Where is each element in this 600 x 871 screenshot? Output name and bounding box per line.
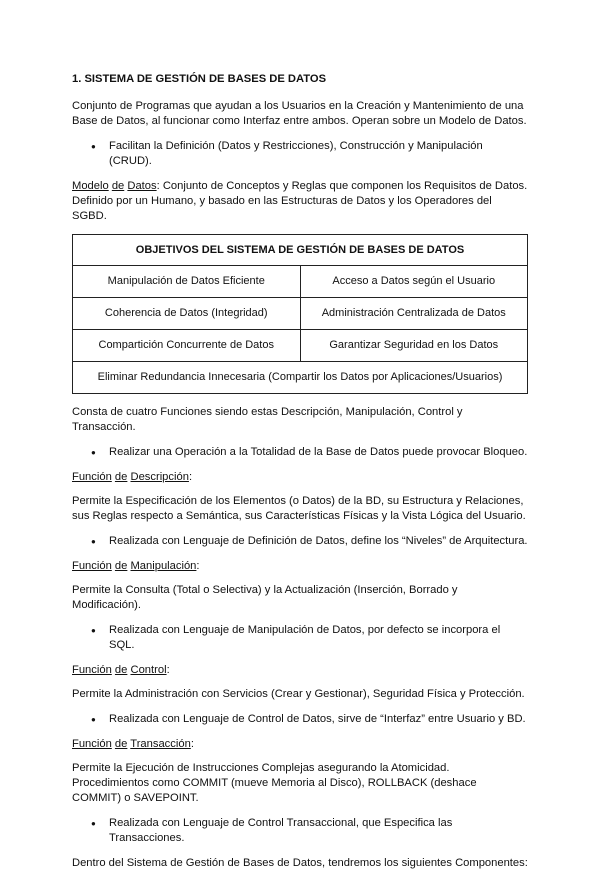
function-text: Permite la Ejecución de Instrucciones Complejas asegurando la Atomicidad. Procedimientos como COMMIT (mueve Memoria al Disco), ROLLBACK (deshace COMMIT) o SAVEPOINT.	[72, 762, 477, 804]
function-bullet: ● Realizada con Lenguaje de Manipulación de Datos, por defecto se incorpora el SQL.	[72, 623, 528, 653]
function-list	[72, 712, 528, 727]
table-cell: Coherencia de Datos (Integridad)	[73, 298, 301, 330]
function-list	[72, 534, 528, 549]
modelo-term-3: Datos	[127, 180, 157, 192]
table-cell: Acceso a Datos según el Usuario	[300, 266, 528, 298]
table-cell: Compartición Concurrente de Datos	[73, 330, 301, 362]
function-text: Permite la Administración con Servicios (Crear y Gestionar), Seguridad Física y Protección.	[72, 688, 525, 700]
heading-word: Función	[72, 560, 112, 572]
function-text: Permite la Consulta (Total o Selectiva) y la Actualización (Inserción, Borrado y Modificación).	[72, 584, 458, 611]
function-heading: Función de Descripción:	[72, 471, 193, 483]
heading-word: de	[114, 471, 128, 483]
heading-word: de	[114, 560, 128, 572]
heading-word: de	[114, 738, 128, 750]
funciones-bullet: ● Realizar una Operación a la Totalidad de la Base de Datos puede provocar Bloqueo.	[72, 445, 528, 460]
funciones-paragraph: Consta de cuatro Funciones siendo estas Descripción, Manipulación, Control y Transacción.	[72, 406, 463, 433]
table-cell: Garantizar Seguridad en los Datos	[300, 330, 528, 362]
objectives-table	[72, 234, 528, 394]
intro-bullet: ● Facilitan la Definición (Datos y Restricciones), Construcción y Manipulación (CRUD).	[72, 139, 528, 169]
section-title: 1. SISTEMA DE GESTIÓN DE BASES DE DATOS	[72, 73, 327, 85]
intro-list	[72, 139, 528, 169]
modelo-paragraph	[72, 179, 528, 224]
table-cell: Administración Centralizada de Datos	[300, 298, 528, 330]
function-heading: Función de Manipulación:	[72, 560, 200, 572]
table-header: OBJETIVOS DEL SISTEMA DE GESTIÓN DE BASES DE DATOS	[73, 235, 528, 266]
funciones-list	[72, 445, 528, 460]
function-bullet: ● Realizada con Lenguaje de Definición de Datos, define los “Niveles” de Arquitectura.	[72, 534, 528, 549]
table-cell-wide: Eliminar Redundancia Innecesaria (Compartir los Datos por Aplicaciones/Usuarios)	[73, 362, 528, 394]
heading-word: Control	[130, 664, 167, 676]
function-heading: Función de Transacción:	[72, 738, 194, 750]
function-list	[72, 623, 528, 653]
function-bullet: ● Realizada con Lenguaje de Control de Datos, sirve de “Interfaz” entre Usuario y BD.	[72, 712, 528, 727]
table-row	[73, 330, 528, 362]
function-heading: Función de Control:	[72, 664, 170, 676]
table-row	[73, 266, 528, 298]
function-bullet: ● Realizada con Lenguaje de Control Transaccional, que Especifica las Transacciones.	[72, 816, 528, 846]
table-cell: Manipulación de Datos Eficiente	[73, 266, 301, 298]
table-row	[73, 298, 528, 330]
heading-word: Función	[72, 664, 112, 676]
heading-word: Función	[72, 471, 112, 483]
modelo-term-1: Modelo	[72, 180, 109, 192]
table-header-row	[73, 235, 528, 266]
heading-word: Transacción	[130, 738, 191, 750]
heading-word: de	[114, 664, 128, 676]
intro-paragraph: Conjunto de Programas que ayudan a los Usuarios en la Creación y Mantenimiento de una Base de Datos, al funcionar como Interfaz entre ambos. Operan sobre un Modelo de Datos.	[72, 100, 527, 127]
closing-paragraph: Dentro del Sistema de Gestión de Bases de Datos, tendremos los siguientes Componentes:	[72, 857, 528, 869]
modelo-definition: : Conjunto de Conceptos y Reglas que componen los Requisitos de Datos. Definido por un Humano, y basado en las Estructuras de Datos y los Operadores del SGBD.	[72, 180, 528, 222]
heading-word: Manipulación	[130, 560, 197, 572]
modelo-term-2: de	[111, 180, 125, 192]
function-list	[72, 816, 528, 846]
function-text: Permite la Especificación de los Elementos (o Datos) de la BD, su Estructura y Relaciones, sus Reglas respecto a Semántica, sus Características Físicas y la Vista Lógica del Usuario.	[72, 495, 526, 522]
table-row	[73, 362, 528, 394]
heading-word: Descripción	[130, 471, 189, 483]
heading-word: Función	[72, 738, 112, 750]
